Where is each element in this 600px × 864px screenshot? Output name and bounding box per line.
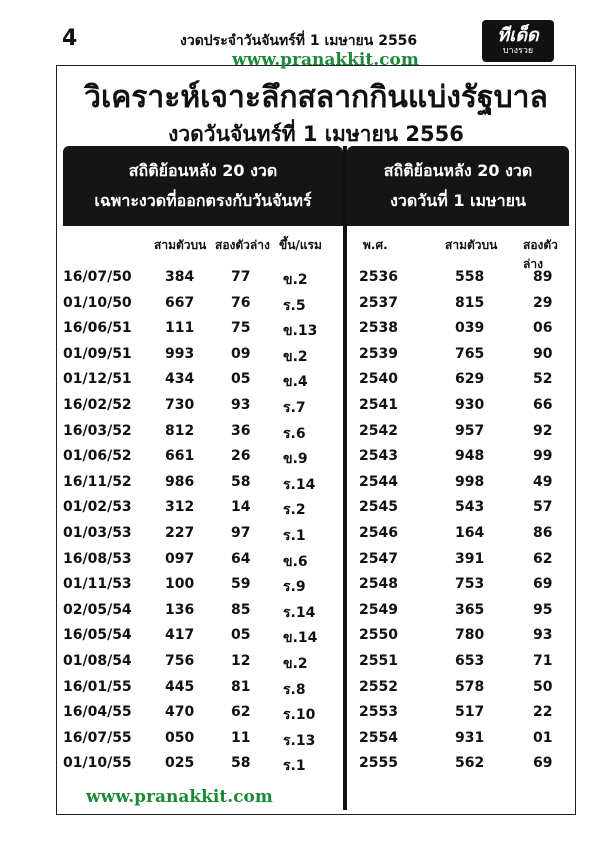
article-title: วิเคราะห์เจาะลึกสลากกินแบ่งรัฐบาล [84,80,548,115]
left-cell-three-digit-top: 050 [165,729,195,746]
left-cell-draw-date: 01/03/53 [63,525,132,541]
left-cell-three-digit-top: 312 [165,499,195,516]
left-header-two-digit: สองตัวล่าง [215,238,270,252]
left-cell-draw-date: 16/02/52 [63,397,132,413]
left-cell-lunar-phase: ร.10 [283,707,316,724]
left-cell-two-digit-bottom: 05 [231,627,251,644]
right-table-row [57,269,573,295]
left-cell-three-digit-top: 986 [165,473,195,490]
right-cell-two-digit-bottom: 57 [533,499,553,516]
right-cell-year-be: 2549 [359,601,398,618]
left-cell-draw-date: 16/04/55 [63,704,132,721]
left-cell-three-digit-top: 025 [165,755,195,772]
masthead-brand: ทีเด็ด [497,25,539,46]
left-cell-two-digit-bottom: 75 [231,320,251,337]
left-cell-two-digit-bottom: 09 [231,345,251,362]
left-cell-two-digit-bottom: 77 [231,269,251,285]
right-table-row [57,371,573,397]
left-cell-three-digit-top: 661 [165,448,195,465]
right-cell-three-digit-top: 930 [455,397,485,413]
masthead-sub: บางรวย [502,46,534,56]
left-cell-draw-date: 16/11/52 [63,473,132,490]
right-cell-two-digit-bottom: 95 [533,601,553,618]
right-cell-year-be: 2536 [359,269,398,285]
right-header-year: พ.ศ. [363,238,388,252]
left-cell-lunar-phase: ข.13 [283,323,318,340]
right-table-row [57,448,573,474]
left-cell-lunar-phase: ร.13 [283,732,316,749]
left-cell-two-digit-bottom: 59 [231,576,251,593]
right-cell-two-digit-bottom: 22 [533,704,553,721]
right-cell-year-be: 2539 [359,345,398,362]
left-cell-lunar-phase: ร.1 [283,528,306,544]
right-cell-two-digit-bottom: 01 [533,729,553,746]
right-table-row [57,755,573,781]
right-cell-year-be: 2552 [359,678,398,695]
left-cell-draw-date: 16/01/55 [63,678,132,695]
right-cell-three-digit-top: 391 [455,550,485,567]
right-table-row [57,295,573,321]
left-cell-two-digit-bottom: 85 [231,601,251,618]
left-cell-lunar-phase: ข.9 [283,451,308,468]
left-cell-three-digit-top: 097 [165,550,195,567]
right-cell-year-be: 2555 [359,755,398,772]
left-cell-draw-date: 02/05/54 [63,601,132,618]
left-cell-three-digit-top: 756 [165,653,195,669]
right-table-row [57,397,573,423]
left-cell-two-digit-bottom: 81 [231,678,251,695]
right-cell-two-digit-bottom: 69 [533,576,553,593]
right-cell-year-be: 2548 [359,576,398,593]
left-cell-draw-date: 01/11/53 [63,576,132,593]
right-cell-three-digit-top: 998 [455,473,485,490]
left-cell-two-digit-bottom: 12 [231,653,251,669]
left-cell-two-digit-bottom: 64 [231,550,251,567]
right-cell-year-be: 2554 [359,729,398,746]
right-cell-three-digit-top: 164 [455,525,485,541]
right-banner-line1: สถิติย้อนหลัง 20 งวด [383,161,533,180]
right-cell-three-digit-top: 780 [455,627,485,644]
right-table-row [57,730,573,756]
right-table-row [57,499,573,525]
left-banner [63,146,343,226]
right-table-row [57,423,573,449]
left-cell-three-digit-top: 384 [165,269,195,285]
left-cell-three-digit-top: 100 [165,576,195,593]
right-table-row [57,704,573,730]
right-cell-year-be: 2547 [359,550,398,567]
left-cell-two-digit-bottom: 62 [231,704,251,721]
left-cell-draw-date: 01/02/53 [63,499,132,516]
right-cell-two-digit-bottom: 06 [533,320,553,337]
right-cell-two-digit-bottom: 49 [533,473,553,490]
left-cell-two-digit-bottom: 58 [231,755,251,772]
left-cell-draw-date: 01/10/55 [63,755,132,772]
left-cell-lunar-phase: ข.6 [283,553,308,570]
left-cell-two-digit-bottom: 26 [231,448,251,465]
left-banner-line1: สถิติย้อนหลัง 20 งวด [128,161,278,180]
page-number: 4 [62,26,78,51]
left-cell-two-digit-bottom: 14 [231,499,251,516]
left-cell-three-digit-top: 993 [165,345,195,362]
left-cell-two-digit-bottom: 97 [231,525,251,541]
right-cell-two-digit-bottom: 52 [533,371,553,388]
running-title: งวดประจำวันจันทร์ที่ 1 เมษายน 2556 [180,33,418,49]
left-cell-draw-date: 16/06/51 [63,320,132,337]
right-cell-year-be: 2537 [359,294,398,311]
right-cell-three-digit-top: 365 [455,601,485,618]
left-cell-two-digit-bottom: 36 [231,422,251,439]
right-cell-year-be: 2550 [359,627,398,644]
left-header-three-digit: สามตัวบน [154,238,207,252]
left-cell-lunar-phase: ร.7 [283,400,306,416]
left-cell-three-digit-top: 136 [165,601,195,618]
left-cell-two-digit-bottom: 76 [231,294,251,311]
left-cell-two-digit-bottom: 58 [231,473,251,490]
right-cell-two-digit-bottom: 92 [533,422,553,439]
left-cell-draw-date: 16/03/52 [63,422,132,439]
right-cell-two-digit-bottom: 90 [533,345,553,362]
article-frame [56,65,576,815]
right-cell-three-digit-top: 629 [455,371,485,388]
right-cell-year-be: 2542 [359,422,398,439]
left-cell-three-digit-top: 730 [165,397,195,413]
left-cell-lunar-phase: ร.8 [283,681,306,698]
masthead-logo [482,20,554,62]
left-cell-three-digit-top: 667 [165,294,195,311]
right-cell-year-be: 2553 [359,704,398,721]
right-cell-three-digit-top: 558 [455,269,485,285]
left-header-lunar: ขึ้น/แรม [279,238,322,252]
watermark-bottom: www.pranakkit.com [86,787,273,807]
left-cell-lunar-phase: ร.6 [283,425,306,442]
left-banner-line2: เฉพาะงวดที่ออกตรงกับวันจันทร์ [94,191,312,210]
right-cell-two-digit-bottom: 89 [533,269,553,285]
left-cell-draw-date: 01/08/54 [63,653,132,669]
right-table-row [57,551,573,577]
left-cell-three-digit-top: 417 [165,627,195,644]
right-cell-three-digit-top: 543 [455,499,485,516]
right-cell-two-digit-bottom: 62 [533,550,553,567]
right-cell-two-digit-bottom: 69 [533,755,553,772]
right-cell-two-digit-bottom: 66 [533,397,553,413]
right-banner-line2: งวดวันที่ 1 เมษายน [390,191,526,210]
left-cell-lunar-phase: ข.4 [283,374,308,391]
left-cell-three-digit-top: 812 [165,422,195,439]
left-cell-two-digit-bottom: 11 [231,729,251,746]
right-cell-three-digit-top: 517 [455,704,485,721]
left-cell-lunar-phase: ร.5 [283,297,306,314]
right-cell-three-digit-top: 765 [455,345,485,362]
watermark-top: www.pranakkit.com [232,50,419,70]
right-header-two-digit: สองตัวล่าง [523,238,558,271]
right-table-row [57,525,573,551]
right-table-row [57,679,573,705]
right-table-row [57,346,573,372]
left-cell-draw-date: 01/10/50 [63,294,132,311]
right-cell-year-be: 2545 [359,499,398,516]
left-cell-three-digit-top: 111 [165,320,195,337]
right-table-row [57,576,573,602]
right-cell-two-digit-bottom: 99 [533,448,553,465]
right-cell-two-digit-bottom: 50 [533,678,553,695]
right-cell-three-digit-top: 562 [455,755,485,772]
right-cell-two-digit-bottom: 71 [533,653,553,669]
left-cell-lunar-phase: ร.2 [283,502,306,519]
right-cell-three-digit-top: 957 [455,422,485,439]
left-cell-lunar-phase: ร.1 [283,758,306,775]
left-cell-lunar-phase: ร.14 [283,476,316,493]
left-cell-lunar-phase: ร.14 [283,604,316,621]
right-table-row [57,320,573,346]
right-cell-year-be: 2543 [359,448,398,465]
left-cell-draw-date: 01/06/52 [63,448,132,465]
left-cell-lunar-phase: ร.9 [283,579,306,596]
left-cell-three-digit-top: 470 [165,704,195,721]
left-cell-two-digit-bottom: 93 [231,397,251,413]
article-subtitle: งวดวันจันทร์ที่ 1 เมษายน 2556 [168,122,464,146]
right-cell-year-be: 2546 [359,525,398,541]
left-cell-draw-date: 01/09/51 [63,345,132,362]
right-cell-year-be: 2540 [359,371,398,388]
left-cell-three-digit-top: 445 [165,678,195,695]
left-cell-draw-date: 01/12/51 [63,371,132,388]
right-cell-year-be: 2551 [359,653,398,669]
right-cell-three-digit-top: 931 [455,729,485,746]
right-cell-three-digit-top: 039 [455,320,485,337]
left-cell-lunar-phase: ข.14 [283,630,318,647]
right-table-row [57,627,573,653]
left-cell-draw-date: 16/07/55 [63,729,132,746]
left-cell-draw-date: 16/08/53 [63,550,132,567]
right-cell-year-be: 2538 [359,320,398,337]
right-cell-year-be: 2541 [359,397,398,413]
right-table-row [57,602,573,628]
left-cell-lunar-phase: ข.2 [283,656,308,672]
right-header-three-digit: สามตัวบน [445,238,498,252]
right-table-row [57,474,573,500]
right-cell-three-digit-top: 753 [455,576,485,593]
right-cell-three-digit-top: 578 [455,678,485,695]
left-cell-draw-date: 16/05/54 [63,627,132,644]
right-cell-two-digit-bottom: 86 [533,525,553,541]
right-table-row [57,653,573,679]
left-cell-draw-date: 16/07/50 [63,269,132,285]
right-cell-three-digit-top: 653 [455,653,485,669]
left-cell-lunar-phase: ข.2 [283,348,308,365]
left-cell-three-digit-top: 434 [165,371,195,388]
right-cell-three-digit-top: 948 [455,448,485,465]
right-cell-three-digit-top: 815 [455,294,485,311]
left-cell-lunar-phase: ข.2 [283,272,308,288]
left-cell-three-digit-top: 227 [165,525,195,541]
right-cell-year-be: 2544 [359,473,398,490]
left-cell-two-digit-bottom: 05 [231,371,251,388]
right-cell-two-digit-bottom: 29 [533,294,553,311]
right-cell-two-digit-bottom: 93 [533,627,553,644]
right-banner [347,146,569,226]
